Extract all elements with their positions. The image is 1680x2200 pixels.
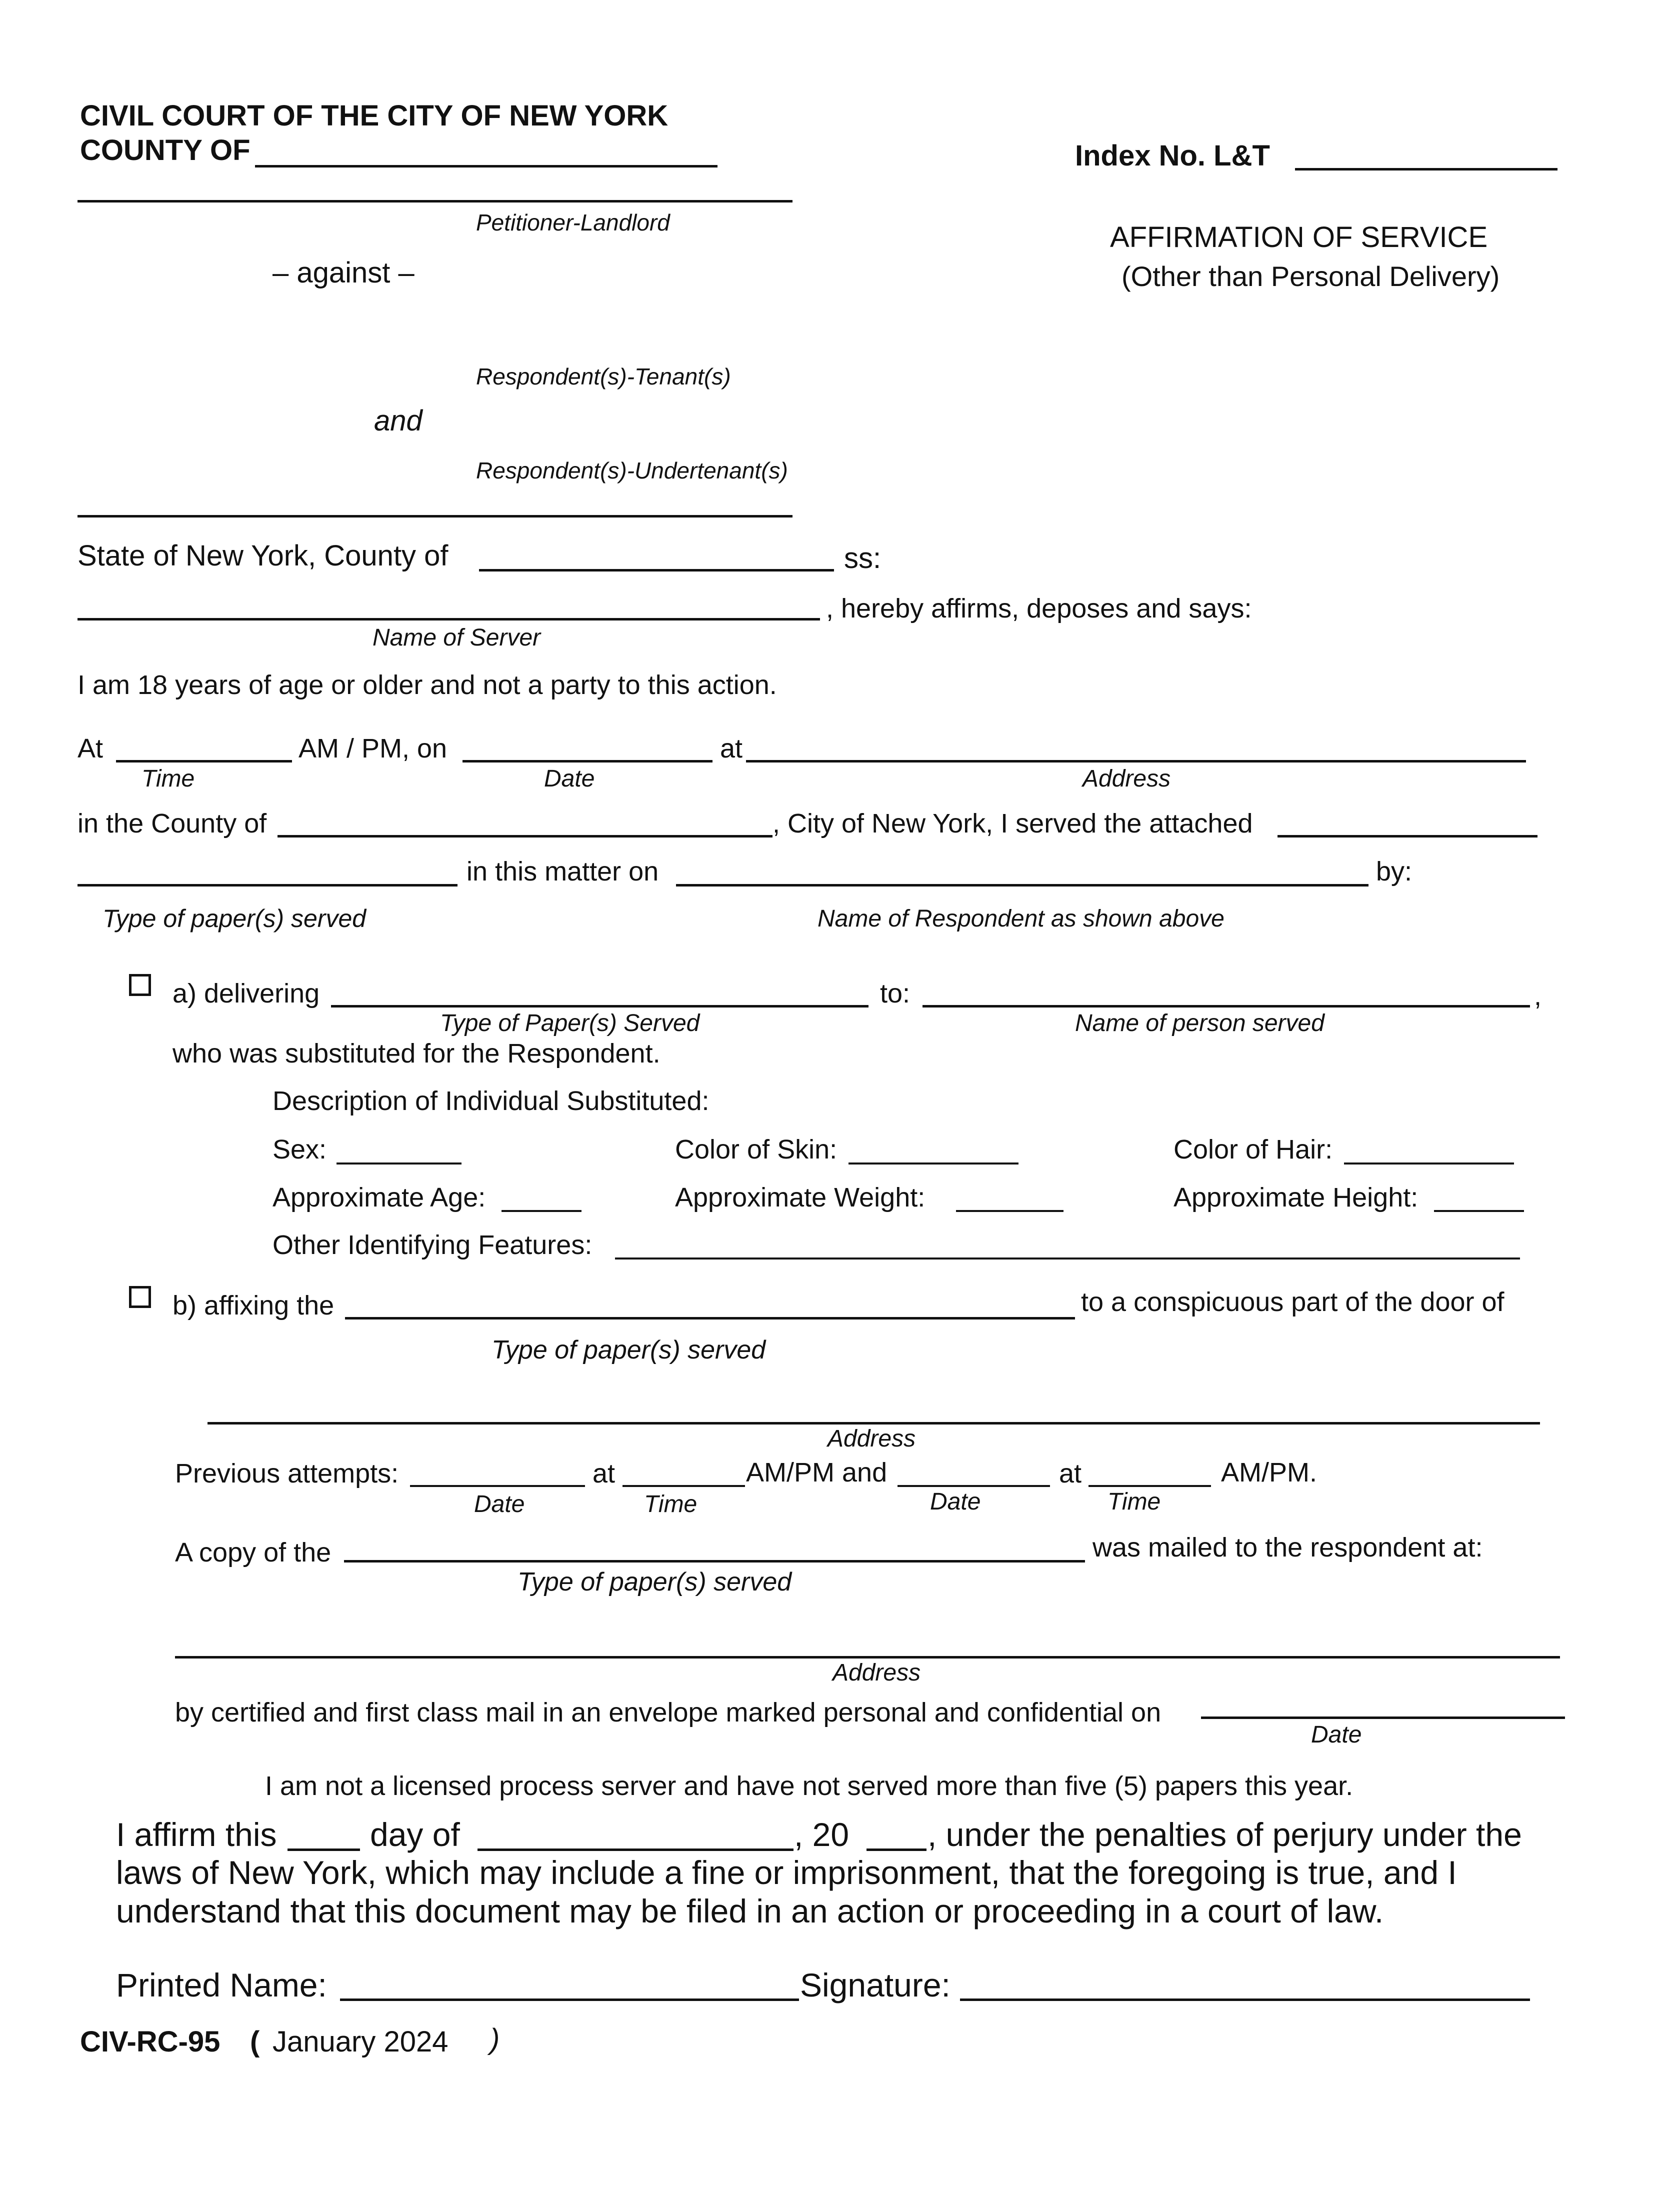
affirm-month-field[interactable] [478, 1848, 794, 1851]
at-address-label: at [720, 734, 743, 764]
in-matter-label: in this matter on [466, 856, 659, 886]
mailed-text: was mailed to the respondent at: [1092, 1532, 1483, 1562]
affixed-type-label: Type of paper(s) served [492, 1336, 766, 1364]
mail-date-field[interactable] [1201, 1716, 1565, 1719]
sex-label: Sex: [272, 1134, 327, 1164]
affixing-label: b) affixing the [172, 1290, 334, 1320]
form-subtitle: (Other than Personal Delivery) [1122, 260, 1500, 292]
description-heading: Description of Individual Substituted: [272, 1086, 710, 1116]
mail-address-label: Address [832, 1660, 921, 1686]
attached-paper-field[interactable] [1278, 835, 1538, 838]
name-person-served-label: Name of person served [1075, 1010, 1324, 1036]
affirm-line-2: laws of New York, which may include a fine or imprisonment, that the foregoing is true, and I [116, 1854, 1457, 1891]
attempt1-at: at [592, 1458, 616, 1488]
not-licensed-statement: I am not a licensed process server and have not served more than five (5) papers this year. [265, 1771, 1354, 1801]
day-of-label: day of [370, 1816, 460, 1853]
copy-type-label: Type of paper(s) served [518, 1568, 792, 1596]
city-served-label: , City of New York, I served the attached [772, 808, 1253, 838]
comma: , [1534, 981, 1542, 1011]
hair-label: Color of Hair: [1174, 1134, 1333, 1164]
age-statement: I am 18 years of age or older and not a party to this action. [78, 670, 777, 700]
form-title: AFFIRMATION OF SERVICE [1110, 221, 1488, 254]
weight-label: Approximate Weight: [675, 1182, 926, 1212]
affirms-text: , hereby affirms, deposes and says: [826, 594, 1252, 624]
ss-label: ss: [844, 542, 882, 574]
index-number-field[interactable] [1295, 168, 1558, 170]
attempt1-date-label: Date [474, 1491, 525, 1518]
address-field[interactable] [746, 760, 1526, 762]
in-county-label: in the County of [78, 808, 267, 838]
respondent-name-field[interactable] [676, 884, 1368, 886]
height-field[interactable] [1434, 1210, 1524, 1212]
state-county-label: State of New York, County of [78, 540, 448, 572]
door-address-field[interactable] [208, 1422, 1540, 1424]
year-prefix: , 20 [794, 1816, 850, 1853]
person-served-field[interactable] [922, 1005, 1530, 1008]
name-respondent-label: Name of Respondent as shown above [818, 906, 1224, 932]
affirm-line-3: understand that this document may be filed in an action or proceeding in a court of law. [116, 1892, 1384, 1930]
at-label: At [78, 734, 104, 764]
address-label: Address [1082, 766, 1171, 792]
time-field[interactable] [116, 760, 292, 762]
respondent-undertenant-label: Respondent(s)-Undertenant(s) [476, 458, 788, 484]
footer-paren-close: ) [490, 2023, 500, 2056]
name-of-server-label: Name of Server [372, 624, 541, 651]
attempt1-time-field[interactable] [622, 1485, 745, 1487]
delivered-paper-field[interactable] [331, 1005, 868, 1008]
county-label: COUNTY OF [80, 134, 250, 166]
signature-label: Signature: [800, 1966, 950, 2004]
sex-field[interactable] [336, 1162, 462, 1164]
printed-name-label: Printed Name: [116, 1966, 327, 2004]
hair-field[interactable] [1344, 1162, 1514, 1164]
service-county-field[interactable] [278, 835, 772, 838]
date-field[interactable] [462, 760, 712, 762]
option-a-checkbox[interactable] [129, 974, 151, 996]
petitioner-field[interactable] [78, 200, 792, 202]
mailed-paper-field[interactable] [344, 1560, 1085, 1562]
ampm-on-label: AM / PM, on [298, 734, 448, 764]
court-title: CIVIL COURT OF THE CITY OF NEW YORK [80, 100, 668, 132]
attempt1-time-label: Time [644, 1491, 698, 1518]
affirm-this-label: I affirm this [116, 1816, 277, 1853]
substituted-text: who was substituted for the Respondent. [172, 1038, 660, 1068]
other-features-field[interactable] [615, 1258, 1520, 1260]
certified-mail-text: by certified and first class mail in an envelope marked personal and confidential on [175, 1698, 1162, 1728]
affirm-day-field[interactable] [288, 1848, 360, 1851]
age-label: Approximate Age: [272, 1182, 486, 1212]
attempt2-time-label: Time [1108, 1488, 1161, 1515]
server-name-field[interactable] [78, 618, 820, 620]
form-date: January 2024 [272, 2026, 448, 2058]
and-text: and [374, 404, 422, 437]
attempt1-date-field[interactable] [410, 1485, 585, 1487]
index-label: Index No. L&T [1075, 140, 1270, 172]
height-label: Approximate Height: [1174, 1182, 1418, 1212]
paper-type-field[interactable] [78, 884, 458, 886]
to-label: to: [880, 978, 910, 1008]
ampm-end-label: AM/PM. [1221, 1458, 1318, 1488]
age-field[interactable] [502, 1210, 582, 1212]
ampm-and-label: AM/PM and [746, 1458, 888, 1488]
door-text: to a conspicuous part of the door of [1081, 1287, 1504, 1317]
attempt2-time-field[interactable] [1088, 1485, 1211, 1487]
caption-bottom-rule [78, 515, 792, 518]
form-id: CIV-RC-95 [80, 2026, 220, 2058]
other-features-label: Other Identifying Features: [272, 1230, 592, 1260]
against-text: – against – [272, 256, 414, 289]
skin-field[interactable] [848, 1162, 1018, 1164]
printed-name-field[interactable] [340, 1998, 799, 2001]
penalty-text: , under the penalties of perjury under the [928, 1816, 1522, 1853]
attempt2-date-label: Date [930, 1488, 981, 1515]
door-address-label: Address [828, 1426, 916, 1452]
copy-of-label: A copy of the [175, 1538, 332, 1568]
venue-county-field[interactable] [479, 569, 834, 572]
skin-label: Color of Skin: [675, 1134, 838, 1164]
affirm-year-field[interactable] [866, 1848, 926, 1851]
previous-attempts-label: Previous attempts: [175, 1458, 399, 1488]
option-b-checkbox[interactable] [129, 1286, 151, 1308]
by-label: by: [1376, 856, 1412, 886]
attempt2-date-field[interactable] [898, 1485, 1050, 1487]
type-papers-label: Type of paper(s) served [102, 904, 366, 932]
attempt2-at: at [1059, 1458, 1082, 1488]
affixed-paper-field[interactable] [345, 1317, 1075, 1320]
time-label: Time [142, 766, 195, 792]
respondent-tenant-label: Respondent(s)-Tenant(s) [476, 364, 731, 390]
footer-paren-open: ( [250, 2026, 260, 2058]
weight-field[interactable] [956, 1210, 1064, 1212]
type-paper-served-label: Type of Paper(s) Served [440, 1010, 700, 1036]
mail-address-field[interactable] [175, 1656, 1560, 1658]
delivering-label: a) delivering [172, 978, 320, 1008]
mail-date-label: Date [1311, 1722, 1362, 1748]
county-field[interactable] [255, 165, 718, 168]
signature-field[interactable] [960, 1998, 1530, 2001]
date-label: Date [544, 766, 595, 792]
petitioner-label: Petitioner-Landlord [476, 210, 670, 236]
